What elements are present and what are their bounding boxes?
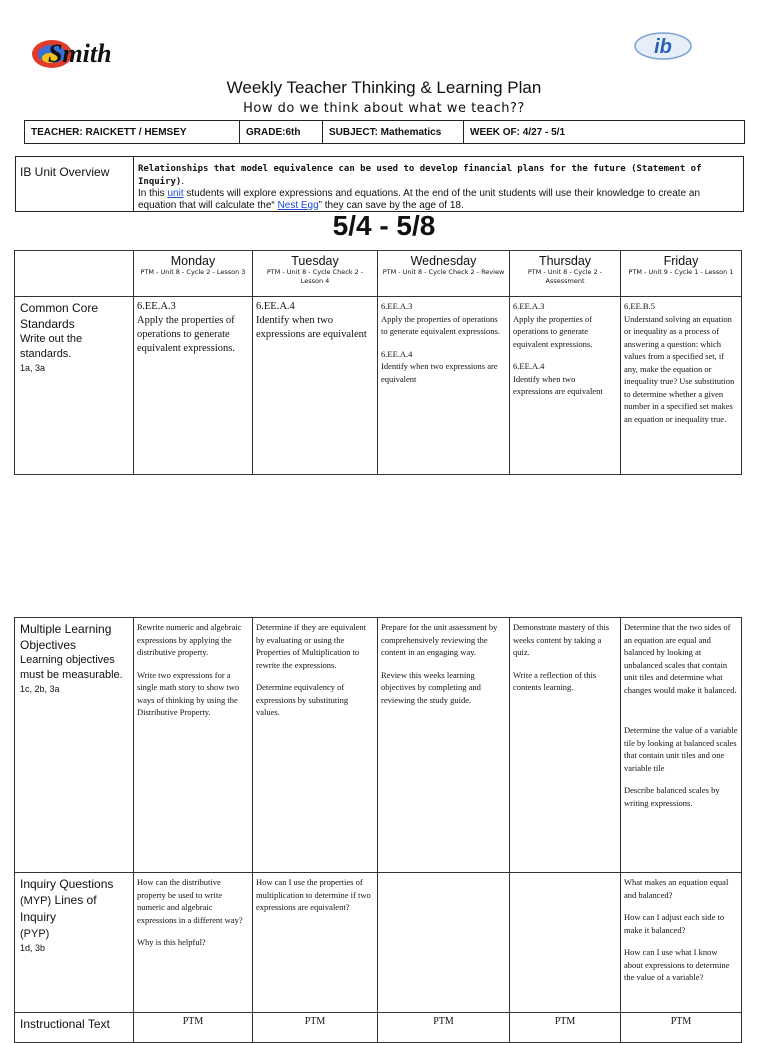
instructional-thursday: PTM — [510, 1013, 621, 1043]
day-header-wednesday: Wednesday PTM - Unit 8 - Cycle Check 2 - Review — [378, 251, 510, 297]
svg-text:ib: ib — [654, 36, 672, 58]
ib-unit-overview — [15, 156, 744, 212]
overview-label: IB Unit Overview — [16, 157, 134, 211]
corner-cell — [15, 251, 134, 297]
inquiry-monday: How can the distributive property be used to write numeric and algebraic expressions in a different way? Why is this helpful? — [134, 873, 253, 1013]
row-head-instructional-text: Instructional Text — [15, 1013, 134, 1043]
objectives-monday: Rewrite numeric and algebraic expressions by applying the distributive property. Write two expressions for a single math story to show two ways of thinking by using the Distributive Property. — [134, 618, 253, 873]
instructional-wednesday: PTM — [378, 1013, 510, 1043]
row-head-objectives: Multiple Learning Objectives Learning objectives must be measurable. 1c, 2b, 3a — [15, 618, 134, 873]
day-header-monday: Monday PTM - Unit 8 - Cycle 2 - Lesson 3 — [134, 251, 253, 297]
date-range: 5/4 - 5/8 — [332, 210, 436, 241]
period: . — [181, 175, 185, 187]
nest-egg-link[interactable]: Nest Egg — [277, 199, 319, 211]
standards-tuesday: 6.EE.A.4 Identify when two expressions are equivalent — [253, 297, 378, 475]
grade-field: GRADE:6th — [240, 121, 323, 144]
page-subtitle: How do we think about what we teach?? — [243, 101, 525, 116]
week-field: WEEK OF: 4/27 - 5/1 — [464, 121, 745, 144]
instructional-friday: PTM — [621, 1013, 742, 1043]
ib-logo — [630, 28, 696, 64]
objectives-friday: Determine that the two sides of an equation are equal and balanced by looking at unbalanced scales that contain unit tiles and determine what changes would make it balanced. Determine the value of a variable tile by looking at balanced scales that contain unit tiles and one variable tile Describe balanced scales by writing expressions. — [621, 618, 742, 873]
smith-logo — [30, 36, 135, 72]
inquiry-tuesday: How can I use the properties of multiplication to determine if two expressions are equivalent? — [253, 873, 378, 1013]
page-title: Weekly Teacher Thinking & Learning Plan — [226, 78, 542, 97]
statement-of-inquiry: Relationships that model equivalence can be used to develop financial plans for the future (Statement of Inquiry) — [138, 164, 702, 187]
teacher-field: TEACHER: RAICKETT / HEMSEY — [25, 121, 240, 144]
teacher-info-table — [24, 120, 745, 144]
standards-friday: 6.EE.B.5 Understand solving an equation or inequality as a process of answering a question: which values from a specified set, if any, make the equation or inequality true? Use substitution to determine whether a given number in a specified set makes an equation or inequality true. — [621, 297, 742, 475]
objectives-wednesday: Prepare for the unit assessment by comprehensively reviewing the content in an engaging way. Review this weeks learning objectives by completing and reviewing the study guide. — [378, 618, 510, 873]
day-header-tuesday: Tuesday PTM - Unit 8 - Cycle Check 2 - Lesson 4 — [253, 251, 378, 297]
standards-thursday: 6.EE.A.3 Apply the properties of operations to generate equivalent expressions. 6.EE.A.4 Identify when two expressions are equivalent — [510, 297, 621, 475]
inquiry-friday: What makes an equation equal and balanced? How can I adjust each side to make it balanced? How can I use what I know about expressions to determine the value of a variable? — [621, 873, 742, 1013]
plan-table-lower — [14, 617, 742, 1043]
subject-field: SUBJECT: Mathematics — [323, 121, 464, 144]
overview-text — [138, 163, 738, 211]
day-header-thursday: Thursday PTM - Unit 8 - Cycle 2 - Assessment — [510, 251, 621, 297]
unit-link[interactable]: unit — [167, 188, 184, 199]
standards-wednesday: 6.EE.A.3 Apply the properties of operations to generate equivalent expressions. 6.EE.A.4 Identify when two expressions are equivalent — [378, 297, 510, 475]
plan-table-upper — [14, 250, 742, 475]
overview-text-2: students will explore expressions and equations. At the end of the unit students will use their knowledge to create an equation that will calculate the“ — [138, 188, 701, 211]
objectives-thursday: Demonstrate mastery of this weeks content by taking a quiz. Write a reflection of this contents learning. — [510, 618, 621, 873]
overview-text-1: In this — [138, 188, 168, 199]
overview-text-3: ” they can save by the age of 18. — [318, 199, 464, 211]
row-head-inquiry: Inquiry Questions (MYP) Lines of Inquiry (PYP) 1d, 3b — [15, 873, 134, 1013]
instructional-monday: PTM — [134, 1013, 253, 1043]
svg-text:Smith: Smith — [48, 39, 112, 68]
instructional-tuesday: PTM — [253, 1013, 378, 1043]
objectives-tuesday: Determine if they are equivalent by evaluating or using the Properties of Multiplication to rewrite the expressions. Determine equivalency of expressions by substituting values. — [253, 618, 378, 873]
row-head-standards: Common Core Standards Write out the standards. 1a, 3a — [15, 297, 134, 475]
inquiry-thursday — [510, 873, 621, 1013]
day-header-friday: Friday PTM - Unit 9 - Cycle 1 - Lesson 1 — [621, 251, 742, 297]
inquiry-wednesday — [378, 873, 510, 1013]
standards-monday: 6.EE.A.3 Apply the properties of operations to generate equivalent expressions. — [134, 297, 253, 475]
